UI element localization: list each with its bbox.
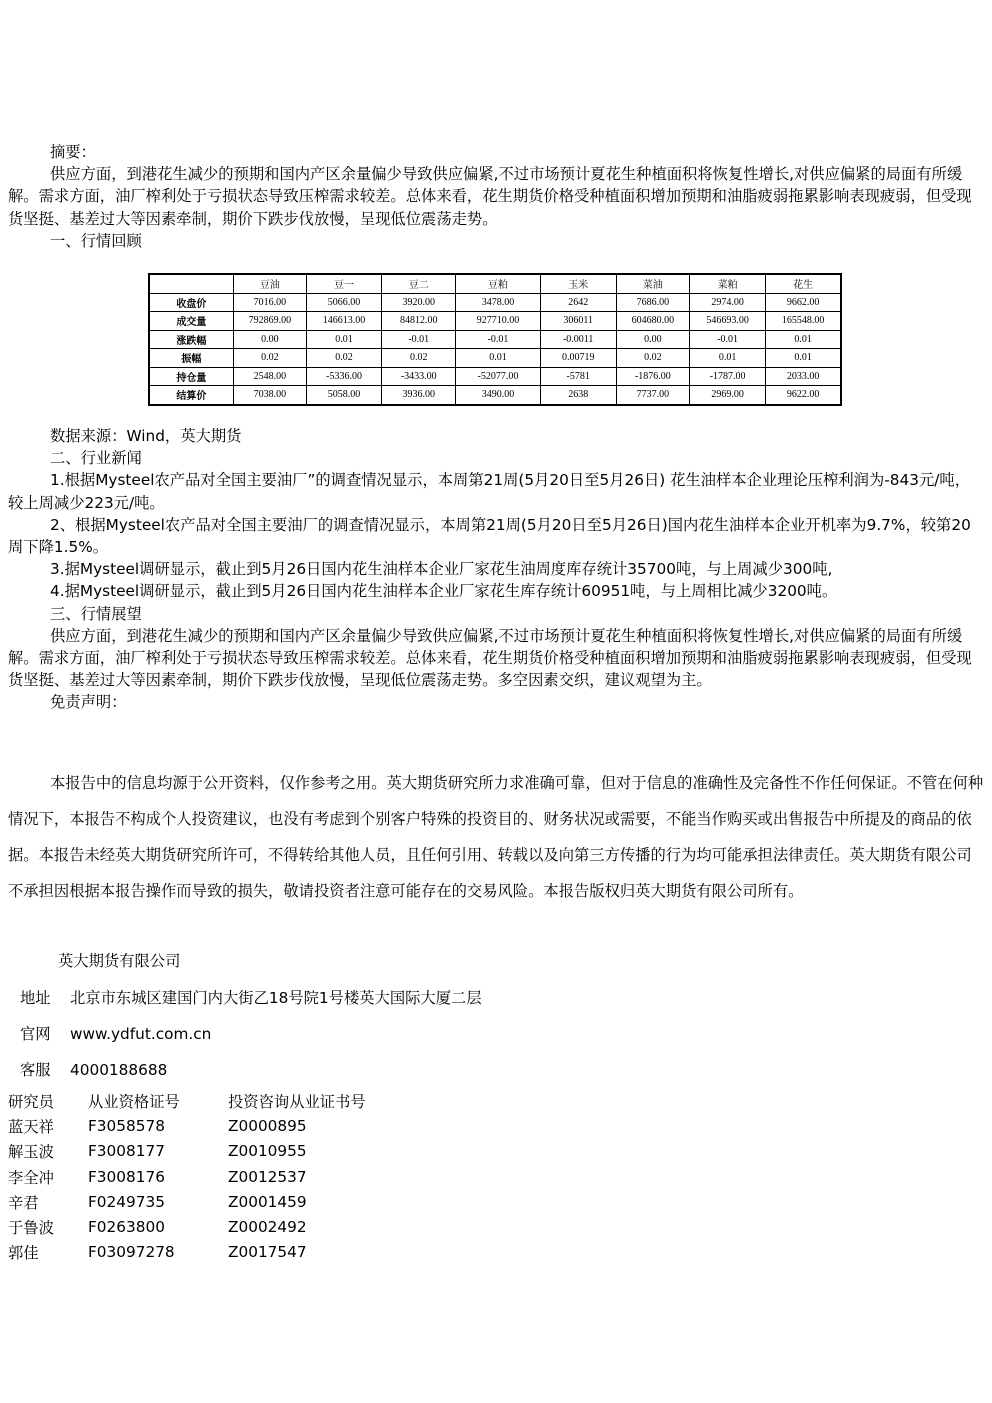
table-cell: -5336.00 bbox=[306, 367, 381, 386]
table-row bbox=[149, 330, 841, 349]
address-row bbox=[20, 986, 482, 1008]
row-header: 振幅 bbox=[149, 349, 233, 368]
table-cell: 0.01 bbox=[690, 349, 766, 368]
table-cell: 0.01 bbox=[456, 349, 540, 368]
address-value: 北京市东城区建国门内大街乙18号院1号楼英大国际大厦二层 bbox=[70, 989, 482, 1007]
table-cell: 2548.00 bbox=[233, 367, 306, 386]
table-cell: 7038.00 bbox=[233, 386, 306, 405]
staff-row bbox=[8, 1113, 366, 1138]
table-cell: 546693.00 bbox=[690, 312, 766, 331]
staff-consulting-cert: Z0001459 bbox=[228, 1192, 307, 1211]
staff-row bbox=[8, 1139, 366, 1164]
service-label: 客服 bbox=[20, 1061, 51, 1079]
staff-consulting-cert: Z0000895 bbox=[228, 1116, 307, 1135]
service-phone: 4000188688 bbox=[70, 1061, 168, 1079]
staff-name: 李全冲 bbox=[8, 1168, 54, 1187]
table-cell: 0.02 bbox=[306, 349, 381, 368]
staff-header: 从业资格证号 bbox=[88, 1092, 180, 1111]
section2-heading: 二、行业新闻 bbox=[50, 449, 142, 468]
table-cell: 0.00 bbox=[233, 330, 306, 349]
table-cell: 2033.00 bbox=[766, 367, 841, 386]
table-cell: -0.01 bbox=[456, 330, 540, 349]
table-row bbox=[149, 386, 841, 405]
staff-name: 于鲁波 bbox=[8, 1219, 54, 1238]
table-cell: 5058.00 bbox=[306, 386, 381, 405]
summary-section bbox=[8, 141, 984, 252]
staff-consulting-cert: Z0017547 bbox=[228, 1243, 307, 1262]
summary-text: 供应方面，到港花生减少的预期和国内产区余量偏少导致供应偏紧,不过市场预计夏花生种植面积将恢复性增长,对供应偏紧的局面有所缓解。需求方面，油厂榨利处于亏损状态导致压榨需求较差。总体来看，花生期货价格受种植面积增加预期和油脂疲弱拖累影响表现疲弱，但受现货坚挺、基差过大等因素牵制，期价下跌步伐放慢，呈现低位震荡走势。 bbox=[8, 165, 972, 228]
staff-name: 蓝天祥 bbox=[8, 1117, 54, 1136]
column-header: 豆一 bbox=[306, 274, 381, 293]
table-cell: 0.01 bbox=[306, 330, 381, 349]
table-cell: 7737.00 bbox=[616, 386, 689, 405]
staff-consulting-cert: Z0012537 bbox=[228, 1167, 307, 1186]
table-cell: 0.00 bbox=[616, 330, 689, 349]
outlook-text: 供应方面，到港花生减少的预期和国内产区余量偏少导致供应偏紧,不过市场预计夏花生种植面积将恢复性增长,对供应偏紧的局面有所缓解。需求方面，油厂榨利处于亏损状态导致压榨需求较差。总体来看，花生期货价格受种植面积增加预期和油脂疲弱拖累影响表现疲弱，但受现货坚挺、基差过大等因素牵制，期价下跌步伐放慢，呈现低位震荡走势。多空因素交织，建议观望为主。 bbox=[8, 626, 972, 690]
staff-row bbox=[8, 1240, 366, 1265]
table-cell: -52077.00 bbox=[456, 367, 540, 386]
table-cell: -1876.00 bbox=[616, 367, 689, 386]
news-section bbox=[8, 425, 984, 714]
service-row bbox=[20, 1058, 167, 1080]
news-item: 4.据Mysteel调研显示，截止到5月26日国内花生油样本企业厂家花生库存统计60951吨，与上周相比减少3200吨。 bbox=[50, 582, 838, 601]
website-link[interactable]: www.ydfut.com.cn bbox=[70, 1025, 212, 1043]
row-header: 收盘价 bbox=[149, 293, 233, 312]
staff-table bbox=[8, 1088, 366, 1265]
table-cell: 9662.00 bbox=[766, 293, 841, 312]
column-header: 花生 bbox=[766, 274, 841, 293]
staff-header-row bbox=[8, 1088, 366, 1113]
table-cell: 2969.00 bbox=[690, 386, 766, 405]
disclaimer-heading: 免责声明： bbox=[50, 693, 127, 712]
table-header-row bbox=[149, 274, 841, 293]
row-header: 持仓量 bbox=[149, 367, 233, 386]
column-header: 菜粕 bbox=[690, 274, 766, 293]
table-row bbox=[149, 367, 841, 386]
staff-qualification: F3008177 bbox=[88, 1142, 165, 1161]
table-cell: 0.01 bbox=[766, 330, 841, 349]
table-cell: 604680.00 bbox=[616, 312, 689, 331]
website-label: 官网 bbox=[20, 1025, 51, 1043]
table-corner-cell bbox=[149, 274, 233, 293]
data-source: 数据来源：Wind，英大期货 bbox=[50, 427, 242, 445]
website-row bbox=[20, 1022, 211, 1044]
news-item: 2、根据Mysteel农产品对全国主要油厂的调查情况显示，本周第21周(5月20日至5月26日)国内花生油样本企业开机率为9.7%，较第20周下降1.5%。 bbox=[8, 515, 971, 557]
row-header: 涨跌幅 bbox=[149, 330, 233, 349]
table-cell: -1787.00 bbox=[690, 367, 766, 386]
news-item: 1.根据Mysteel农产品对全国主要油厂”的调查情况显示，本周第21周(5月20日至5月26日) 花生油样本企业理论压榨利润为-843元/吨，较上周减少223元/吨。 bbox=[8, 471, 970, 512]
row-header: 结算价 bbox=[149, 386, 233, 405]
table-cell: 0.02 bbox=[616, 349, 689, 368]
staff-qualification: F03097278 bbox=[88, 1243, 175, 1262]
table-cell: 0.00719 bbox=[540, 349, 616, 368]
table-cell: 2974.00 bbox=[690, 293, 766, 312]
table-cell: 146613.00 bbox=[306, 312, 381, 331]
staff-consulting-cert: Z0010955 bbox=[228, 1142, 307, 1161]
table-cell: 7016.00 bbox=[233, 293, 306, 312]
table-cell: 2642 bbox=[540, 293, 616, 312]
staff-name: 郭佳 bbox=[8, 1244, 39, 1263]
column-header: 菜油 bbox=[616, 274, 689, 293]
staff-qualification: F0249735 bbox=[88, 1192, 165, 1211]
staff-consulting-cert: Z0002492 bbox=[228, 1218, 307, 1237]
staff-row bbox=[8, 1189, 366, 1214]
column-header: 豆二 bbox=[382, 274, 456, 293]
table-cell: 2638 bbox=[540, 386, 616, 405]
staff-qualification: F3008176 bbox=[88, 1167, 165, 1186]
column-header: 玉米 bbox=[540, 274, 616, 293]
column-header: 豆粕 bbox=[456, 274, 540, 293]
table-cell: -0.0011 bbox=[540, 330, 616, 349]
disclaimer-text: 本报告中的信息均源于公开资料，仅作参考之用。英大期货研究所力求准确可靠，但对于信息的准确性及完备性不作任何保证。不管在何种情况下，本报告不构成个人投资建议，也没有考虑到个别客户特殊的投资目的、财务状况或需要，不能当作购买或出售报告中所提及的商品的依据。本报告未经英大期货研究所许可，不得转给其他人员，且任何引用、转载以及向第三方传播的行为均可能承担法律责任。英大期货有限公司不承担因根据本报告操作而导致的损失，敬请投资者注意可能存在的交易风险。本报告版权归英大期货有限公司所有。 bbox=[8, 774, 984, 900]
table-cell: 165548.00 bbox=[766, 312, 841, 331]
table-row bbox=[149, 349, 841, 368]
table-cell: 0.02 bbox=[382, 349, 456, 368]
staff-qualification: F3058578 bbox=[88, 1116, 165, 1135]
table-row bbox=[149, 293, 841, 312]
table-cell: -5781 bbox=[540, 367, 616, 386]
table-cell: 9622.00 bbox=[766, 386, 841, 405]
column-header: 豆油 bbox=[233, 274, 306, 293]
table-cell: 7686.00 bbox=[616, 293, 689, 312]
staff-qualification: F0263800 bbox=[88, 1218, 165, 1237]
staff-header: 研究员 bbox=[8, 1092, 54, 1111]
table-cell: 3936.00 bbox=[382, 386, 456, 405]
table-cell: 306011 bbox=[540, 312, 616, 331]
table-cell: 0.02 bbox=[233, 349, 306, 368]
table-cell: 792869.00 bbox=[233, 312, 306, 331]
table-cell: 3920.00 bbox=[382, 293, 456, 312]
news-item: 3.据Mysteel调研显示，截止到5月26日国内花生油样本企业厂家花生油周度库存统计35700吨，与上周减少300吨, bbox=[50, 560, 833, 579]
table-cell: 3478.00 bbox=[456, 293, 540, 312]
summary-heading: 摘要： bbox=[50, 143, 96, 161]
company-name: 英大期货有限公司 bbox=[58, 952, 181, 970]
table-cell: 84812.00 bbox=[382, 312, 456, 331]
staff-row bbox=[8, 1164, 366, 1189]
table-cell: 3490.00 bbox=[456, 386, 540, 405]
table-cell: 5066.00 bbox=[306, 293, 381, 312]
market-review-table bbox=[148, 273, 842, 406]
staff-name: 辛君 bbox=[8, 1193, 39, 1212]
section1-heading: 一、行情回顾 bbox=[50, 231, 142, 250]
staff-row bbox=[8, 1214, 366, 1239]
table-cell: -0.01 bbox=[382, 330, 456, 349]
row-header: 成交量 bbox=[149, 312, 233, 331]
staff-name: 解玉波 bbox=[8, 1143, 54, 1162]
section3-heading: 三、行情展望 bbox=[50, 604, 142, 623]
address-label: 地址 bbox=[20, 989, 51, 1007]
table-cell: -0.01 bbox=[690, 330, 766, 349]
table-cell: 927710.00 bbox=[456, 312, 540, 331]
table-cell: 0.01 bbox=[766, 349, 841, 368]
table-row bbox=[149, 312, 841, 331]
table-cell: -3433.00 bbox=[382, 367, 456, 386]
staff-header: 投资咨询从业证书号 bbox=[228, 1092, 366, 1111]
